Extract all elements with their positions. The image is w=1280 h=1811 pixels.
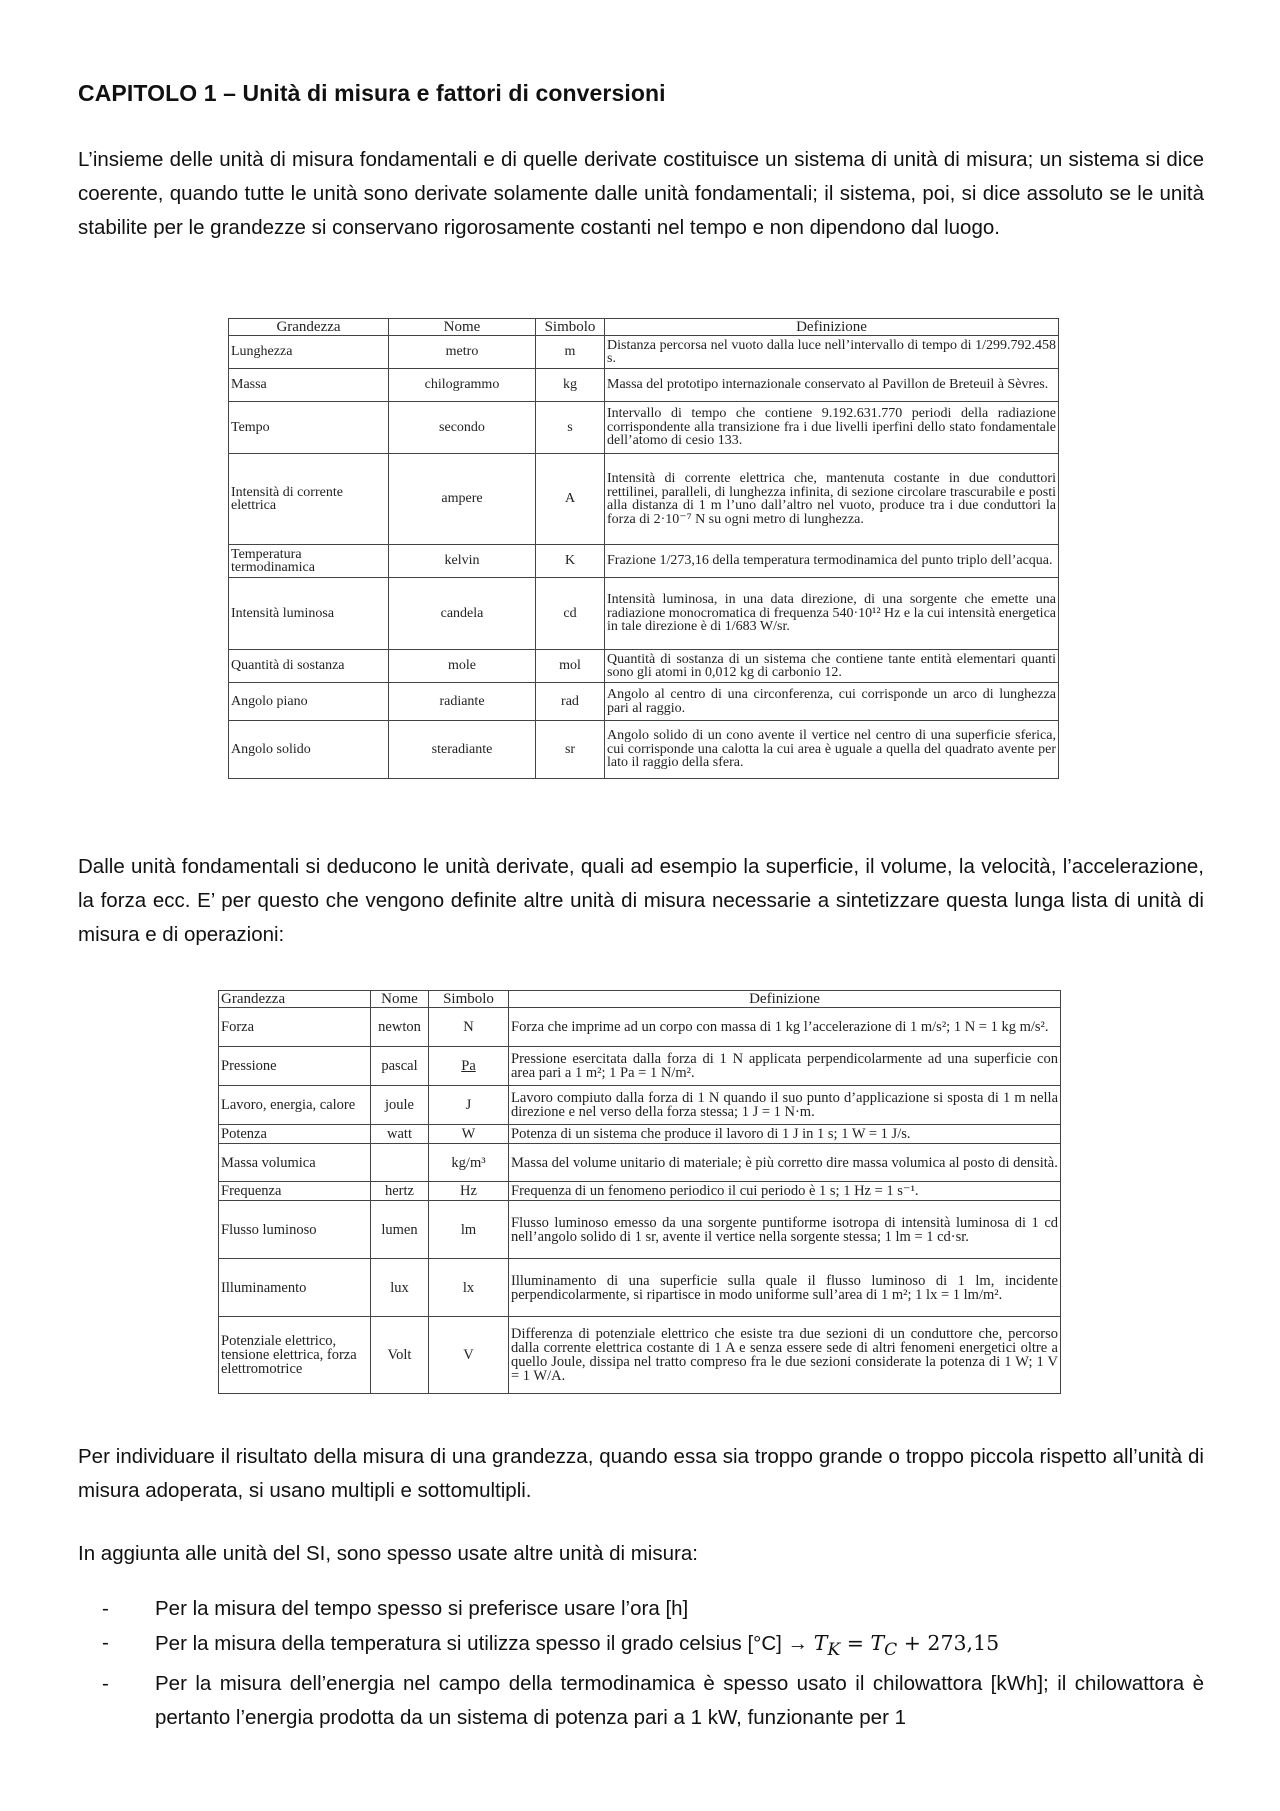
table-row <box>219 1182 1061 1201</box>
cell-definition: Differenza di potenziale elettrico che esiste tra due sezioni di un conduttore che, percorso dalla corrente elettrica costante di 1 A e senza essere sede di altri fenomeni energetici oltre a quello Joule, dissipa nel tratto compreso fra le due sezioni considerate la potenza di 1 W; 1 V = 1 W/A. <box>509 1317 1061 1394</box>
cell-definition: Angolo al centro di una circonferenza, cui corrisponde un arco di lunghezza pari al raggio. <box>605 683 1059 721</box>
formula-lhs-sub: K <box>827 1640 841 1661</box>
cell-name: mole <box>389 650 536 683</box>
formula-rhs-sub: C <box>884 1640 898 1661</box>
cell-definition: Illuminamento di una superficie sulla quale il flusso luminoso di 1 lm, incidente perpendicolarmente, si ripartisce in modo uniforme sull’area di 1 m²; 1 lx = 1 lm/m². <box>509 1259 1061 1317</box>
bullet-dash: - <box>102 1597 109 1620</box>
table-row <box>229 650 1059 683</box>
cell-symbol: A <box>536 454 605 545</box>
cell-definition: Pressione esercitata dalla forza di 1 N applicata perpendicolarmente ad una superficie con area pari a 1 m²; 1 Pa = 1 N/m². <box>509 1047 1061 1086</box>
cell-definition: Quantità di sostanza di un sistema che contiene tante entità elementari quanti sono gli atomi in 0,012 kg di carbonio 12. <box>605 650 1059 683</box>
cell-quantity: Angolo piano <box>229 683 389 721</box>
cell-definition: Frequenza di un fenomeno periodico il cui periodo è 1 s; 1 Hz = 1 s⁻¹. <box>509 1182 1061 1201</box>
cell-symbol: cd <box>536 578 605 650</box>
cell-name: hertz <box>371 1182 429 1201</box>
cell-name: chilogrammo <box>389 369 536 402</box>
cell-name: lux <box>371 1259 429 1317</box>
cell-quantity: Potenza <box>219 1125 371 1144</box>
cell-symbol: J <box>429 1086 509 1125</box>
table-header-row <box>219 991 1061 1008</box>
cell-definition: Forza che imprime ad un corpo con massa di 1 kg l’accelerazione di 1 m/s²; 1 N = 1 kg m/s². <box>509 1008 1061 1047</box>
cell-definition: Potenza di un sistema che produce il lavoro di 1 J in 1 s; 1 W = 1 J/s. <box>509 1125 1061 1144</box>
cell-definition: Intervallo di tempo che contiene 9.192.631.770 periodi della radiazione corrispondente alla transizione fra i due livelli iperfini dello stato fondamentale dell’atomo di cesio 133. <box>605 402 1059 454</box>
cell-symbol: kg/m³ <box>429 1144 509 1182</box>
intro-paragraph: L’insieme delle unità di misura fondamentali e di quelle derivate costituisce un sistema di unità di misura; un sistema si dice coerente, quando tutte le unità sono derivate solamente dalle unità fondamentali; il sistema, poi, si dice assoluto se le unità stabilite per le grandezze si conservano rigorosamente costanti nel tempo e non dipendono dal luogo. <box>78 148 1204 239</box>
cell-definition: Intensità di corrente elettrica che, mantenuta costante in due conduttori rettilinei, paralleli, di lunghezza infinita, di sezione circolare trascurabile e posti alla distanza di 1 m l’uno dall’altro nel vuoto, produce tra i due conduttori la forza di 2·10⁻⁷ N su ogni metro di lunghezza. <box>605 454 1059 545</box>
cell-quantity: Intensità di corrente elettrica <box>229 454 389 545</box>
derived-units-table <box>218 990 1061 1394</box>
table-row <box>219 1144 1061 1182</box>
other-units-paragraph: In aggiunta alle unità del SI, sono spesso usate altre unità di misura: <box>78 1542 698 1565</box>
list-item <box>78 1667 1204 1735</box>
cell-name: pascal <box>371 1047 429 1086</box>
cell-definition: Angolo solido di un cono avente il vertice nel centro di una superficie sferica, cui corrisponde una calotta la cui area è uguale a quella del quadrato avente per lato il raggio della sfera. <box>605 721 1059 779</box>
cell-symbol: K <box>536 545 605 578</box>
cell-definition: Lavoro compiuto dalla forza di 1 N quando il suo punto d’applicazione si sposta di 1 m nella direzione e nel verso della forza stessa; 1 J = 1 N·m. <box>509 1086 1061 1125</box>
table-row <box>229 578 1059 650</box>
table-row <box>219 1125 1061 1144</box>
table-row <box>219 1201 1061 1259</box>
cell-quantity: Intensità luminosa <box>229 578 389 650</box>
cell-name: joule <box>371 1086 429 1125</box>
cell-name: ampere <box>389 454 536 545</box>
cell-quantity: Temperatura termodinamica <box>229 545 389 578</box>
base-units-table <box>228 318 1059 779</box>
cell-symbol: lx <box>429 1259 509 1317</box>
header-symbol: Simbolo <box>536 319 605 336</box>
chapter-title: CAPITOLO 1 – Unità di misura e fattori di conversioni <box>78 80 666 106</box>
cell-symbol: sr <box>536 721 605 779</box>
cell-symbol: s <box>536 402 605 454</box>
other-units-list <box>78 1592 1204 1735</box>
table-row <box>229 402 1059 454</box>
table-row <box>219 1008 1061 1047</box>
cell-symbol: mol <box>536 650 605 683</box>
header-definition: Definizione <box>605 319 1059 336</box>
cell-name: secondo <box>389 402 536 454</box>
cell-symbol: rad <box>536 683 605 721</box>
bullet-energy-text: Per la misura dell’energia nel campo della termodinamica è spesso usato il chilowattora [kWh]; il chilowattora è pertanto l’energia prodotta da un sistema di potenza pari a 1 kW, funzionante per 1 <box>155 1672 1204 1730</box>
cell-definition: Massa del volume unitario di materiale; è più corretto dire massa volumica al posto di densità. <box>509 1144 1061 1182</box>
cell-quantity: Lavoro, energia, calore <box>219 1086 371 1125</box>
cell-definition: Intensità luminosa, in una data direzione, di una sorgente che emette una radiazione monocromatica di frequenza 540·10¹² Hz e la cui intensità energetica in tale direzione è di 1/683 W/sr. <box>605 578 1059 650</box>
list-item <box>78 1626 1204 1667</box>
cell-name: kelvin <box>389 545 536 578</box>
table-header-row <box>229 319 1059 336</box>
cell-quantity: Frequenza <box>219 1182 371 1201</box>
table-row <box>229 454 1059 545</box>
cell-name <box>371 1144 429 1182</box>
cell-name: metro <box>389 336 536 369</box>
cell-quantity: Forza <box>219 1008 371 1047</box>
derived-units-paragraph: Dalle unità fondamentali si deducono le unità derivate, quali ad esempio la superficie, il volume, la velocità, l’accelerazione, la forza ecc. E’ per questo che vengono definite altre unità di misura necessarie a sintetizzare questa lunga lista di unità di misura e di operazioni: <box>78 855 1204 946</box>
table-row <box>229 721 1059 779</box>
cell-quantity: Massa volumica <box>219 1144 371 1182</box>
cell-symbol: V <box>429 1317 509 1394</box>
cell-quantity: Pressione <box>219 1047 371 1086</box>
cell-symbol: N <box>429 1008 509 1047</box>
cell-quantity: Quantità di sostanza <box>229 650 389 683</box>
cell-name: radiante <box>389 683 536 721</box>
cell-quantity: Lunghezza <box>229 336 389 369</box>
formula-equals: = <box>840 1631 871 1655</box>
cell-definition: Massa del prototipo internazionale conservato al Pavillon de Breteuil à Sèvres. <box>605 369 1059 402</box>
table-row <box>229 545 1059 578</box>
cell-quantity: Flusso luminoso <box>219 1201 371 1259</box>
list-item <box>78 1592 1204 1626</box>
cell-definition: Flusso luminoso emesso da una sorgente puntiforme isotropa di intensità luminosa di 1 cd nell’angolo solido di 1 sr, avente il vertice nella sorgente stessa; 1 lm = 1 cd·sr. <box>509 1201 1061 1259</box>
kelvin-celsius-formula <box>813 1631 1000 1661</box>
table-row <box>219 1259 1061 1317</box>
header-quantity: Grandezza <box>229 319 389 336</box>
cell-name: watt <box>371 1125 429 1144</box>
bullet-time-text: Per la misura del tempo spesso si preferisce usare l’ora [h] <box>155 1597 689 1620</box>
arrow-right-icon: → <box>787 1632 809 1655</box>
cell-quantity: Tempo <box>229 402 389 454</box>
cell-name: Volt <box>371 1317 429 1394</box>
formula-constant: + 273,15 <box>897 1631 1000 1655</box>
cell-definition: Distanza percorsa nel vuoto dalla luce nell’intervallo di tempo di 1/299.792.458 s. <box>605 336 1059 369</box>
header-definition: Definizione <box>509 991 1061 1008</box>
table-row <box>219 1317 1061 1394</box>
cell-symbol: W <box>429 1125 509 1144</box>
cell-quantity: Massa <box>229 369 389 402</box>
cell-symbol: Pa <box>429 1047 509 1086</box>
header-quantity: Grandezza <box>219 991 371 1008</box>
formula-lhs-var: T <box>813 1631 828 1655</box>
cell-quantity: Potenziale elettrico, tensione elettrica, forza elettromotrice <box>219 1317 371 1394</box>
header-name: Nome <box>389 319 536 336</box>
table-row <box>229 369 1059 402</box>
table-row <box>229 336 1059 369</box>
cell-name: newton <box>371 1008 429 1047</box>
bullet-dash: - <box>102 1631 109 1654</box>
cell-definition: Frazione 1/273,16 della temperatura termodinamica del punto triplo dell’acqua. <box>605 545 1059 578</box>
cell-name: lumen <box>371 1201 429 1259</box>
table-row <box>219 1047 1061 1086</box>
bullet-dash: - <box>102 1672 109 1696</box>
cell-quantity: Illuminamento <box>219 1259 371 1317</box>
table-row <box>229 683 1059 721</box>
bullet-temperature-text: Per la misura della temperatura si utilizza spesso il grado celsius [°C] <box>155 1632 788 1655</box>
cell-symbol: Hz <box>429 1182 509 1201</box>
cell-quantity: Angolo solido <box>229 721 389 779</box>
formula-rhs-var: T <box>870 1631 885 1655</box>
cell-name: steradiante <box>389 721 536 779</box>
cell-symbol: lm <box>429 1201 509 1259</box>
table-row <box>219 1086 1061 1125</box>
cell-symbol: kg <box>536 369 605 402</box>
cell-name: candela <box>389 578 536 650</box>
multiples-paragraph: Per individuare il risultato della misura di una grandezza, quando essa sia troppo grande o troppo piccola rispetto all’unità di misura adoperata, si usano multipli e sottomultipli. <box>78 1445 1204 1502</box>
cell-symbol: m <box>536 336 605 369</box>
header-symbol: Simbolo <box>429 991 509 1008</box>
header-name: Nome <box>371 991 429 1008</box>
